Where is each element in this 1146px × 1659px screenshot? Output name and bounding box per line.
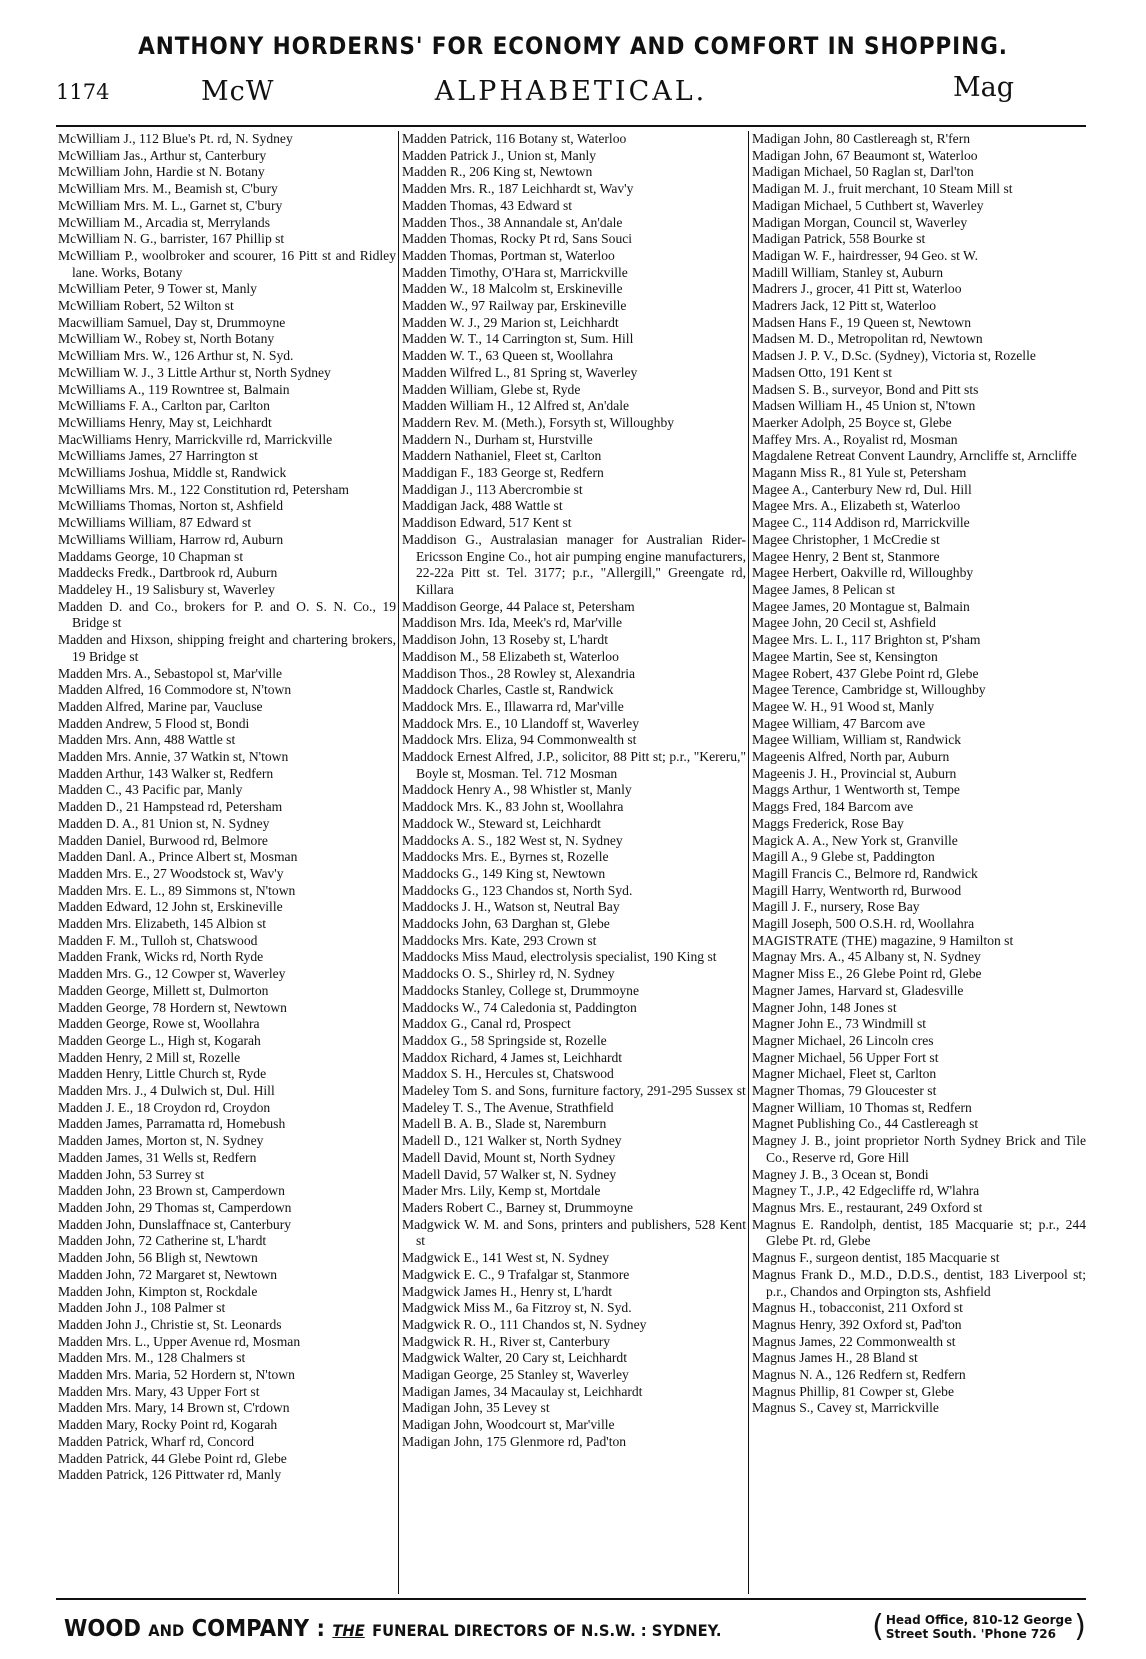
directory-entry: Magnet Publishing Co., 44 Castlereagh st <box>752 1116 979 1132</box>
directory-entry: McWilliam W., Robey st, North Botany <box>58 331 275 347</box>
directory-entry: Magnus James, 22 Commonwealth st <box>752 1333 956 1349</box>
directory-entry: Madden Wilfred L., 81 Spring st, Waverley <box>402 364 638 380</box>
directory-entry: Magdalene Retreat Convent Laundry, Arncliffe st, Arncliffe <box>752 448 1077 464</box>
directory-entry: McWilliam Mrs. M. L., Garnet st, C'bury <box>58 197 283 213</box>
directory-entry: Magee Martin, See st, Kensington <box>752 648 938 664</box>
directory-entry: McWilliams William, Harrow rd, Auburn <box>58 531 284 547</box>
directory-entry: Maddison Edward, 517 Kent st <box>402 515 572 531</box>
directory-entry: Maddocks Mrs. E., Byrnes st, Rozelle <box>402 849 609 865</box>
directory-entry: Madrers Jack, 12 Pitt st, Waterloo <box>752 298 937 314</box>
directory-entry: Maddocks W., 74 Caledonia st, Paddington <box>402 999 637 1015</box>
column-1 <box>58 131 396 1594</box>
directory-entry: Madden Mrs. Maria, 52 Hordern st, N'town <box>58 1367 295 1383</box>
left-guide-word: McW <box>201 76 275 107</box>
directory-entry: Maddox Richard, 4 James st, Leichhardt <box>402 1049 623 1065</box>
directory-entry: Mageenis Alfred, North par, Auburn <box>752 749 950 765</box>
directory-entry: Madigan John, Woodcourt st, Mar'ville <box>402 1417 615 1433</box>
directory-entry: Madden Thomas, Portman st, Waterloo <box>402 247 615 263</box>
directory-entry: Madden Thos., 38 Annandale st, An'dale <box>402 214 623 230</box>
directory-entry: Magill Francis C., Belmore rd, Randwick <box>752 865 978 881</box>
directory-entry: Maddocks G., 123 Chandos st, North Syd. <box>402 882 633 898</box>
advertiser-name-connector: AND <box>148 1621 185 1640</box>
directory-entry: Magnus Mrs. E., restaurant, 249 Oxford st <box>752 1200 983 1215</box>
directory-entry: Maddison George, 44 Palace st, Petersham <box>402 598 635 614</box>
directory-entry: Madsen William H., 45 Union st, N'town <box>752 398 976 414</box>
page-header <box>56 72 1086 110</box>
directory-entry: Madden Mrs. Mary, 43 Upper Fort st <box>58 1383 260 1399</box>
directory-entry: Madden Timothy, O'Hara st, Marrickville <box>402 264 628 280</box>
directory-entry: Maddecks Fredk., Dartbrook rd, Auburn <box>58 565 278 581</box>
directory-entry: Madden Mrs. G., 12 Cowper st, Waverley <box>58 966 286 982</box>
directory-entry: Magill Joseph, 500 O.S.H. rd, Woollahra <box>752 916 975 932</box>
directory-entry: Madden Patrick, Wharf rd, Concord <box>58 1433 255 1449</box>
directory-entry: Madden D., 21 Hampstead rd, Petersham <box>58 799 283 815</box>
directory-entry: Magee Robert, 437 Glebe Point rd, Glebe <box>752 665 979 681</box>
directory-entry: Madden Andrew, 5 Flood st, Bondi <box>58 715 250 731</box>
directory-entry: Madgwick E. C., 9 Trafalgar st, Stanmore <box>402 1266 630 1282</box>
directory-entry: Madden W., 18 Malcolm st, Erskineville <box>402 281 623 297</box>
directory-entry: Madden James, Parramatta rd, Homebush <box>58 1116 286 1132</box>
directory-entry: Madden John, 23 Brown st, Camperdown <box>58 1183 285 1199</box>
directory-entry: Magner John, 148 Jones st <box>752 999 897 1015</box>
directory-entry: Madsen Hans F., 19 Queen st, Newtown <box>752 314 972 330</box>
footer-rule <box>56 1598 1086 1600</box>
directory-entry: Maddock Mrs. K., 83 John st, Woollahra <box>402 799 624 815</box>
directory-entry: Maddigan J., 113 Abercrombie st <box>402 481 583 497</box>
directory-entry: McWilliam Mrs. W., 126 Arthur st, N. Syd. <box>58 348 294 364</box>
directory-entry: Madden Danl. A., Prince Albert st, Mosman <box>58 849 298 865</box>
directory-entry: Magnus S., Cavey st, Marrickville <box>752 1400 939 1416</box>
directory-entry: Macwilliam Samuel, Day st, Drummoyne <box>58 314 286 330</box>
directory-entry: Magner John E., 73 Windmill st <box>752 1016 927 1032</box>
directory-entry: McWilliams James, 27 Harrington st <box>58 448 258 464</box>
directory-entry: McWilliam Robert, 52 Wilton st <box>58 298 234 314</box>
directory-entry: Mader Mrs. Lily, Kemp st, Mortdale <box>402 1183 601 1199</box>
head-office-line: Street South. 'Phone 726 <box>885 1627 1056 1641</box>
directory-entry: Maggs Fred, 184 Barcom ave <box>752 799 914 815</box>
directory-entry: Madden James, Morton st, N. Sydney <box>58 1133 264 1149</box>
directory-entry: Madden Thomas, 43 Edward st <box>402 197 573 213</box>
directory-entry: Maddison John, 13 Roseby st, L'hardt <box>402 632 608 648</box>
directory-entry: Magner Miss E., 26 Glebe Point rd, Glebe <box>752 966 982 982</box>
directory-entry: Magee John, 20 Cecil st, Ashfield <box>752 615 936 631</box>
directory-entry: Madden John J., 108 Palmer st <box>58 1300 226 1316</box>
directory-entry: Madden Mrs. Ann, 488 Wattle st <box>58 732 236 748</box>
directory-entry: Madden Patrick J., Union st, Manly <box>402 147 597 163</box>
directory-entry: Magner James, Harvard st, Gladesville <box>752 982 964 998</box>
directory-entry: Madgwick Miss M., 6a Fitzroy st, N. Syd. <box>402 1300 632 1316</box>
directory-entry: Madden Mrs. E., 27 Woodstock st, Wav'y <box>58 865 284 881</box>
directory-entry: Madden Henry, 2 Mill st, Rozelle <box>58 1049 241 1065</box>
directory-entry: Madden George, Millett st, Dulmorton <box>58 982 269 998</box>
directory-entry: Madsen S. B., surveyor, Bond and Pitt sts <box>752 381 979 397</box>
column-divider <box>748 131 749 1594</box>
directory-entry: Madden John, 53 Surrey st <box>58 1166 205 1182</box>
directory-entry: Madden and Hixson, shipping freight and chartering brokers, 19 Bridge st <box>58 632 396 664</box>
directory-entry: Magner Michael, 26 Lincoln cres <box>752 1032 934 1048</box>
directory-entry: Maddock Ernest Alfred, J.P., solicitor, 88 Pitt st; p.r., "Kereru," Boyle st, Mosman. Tel. 712 Mosman <box>402 749 746 781</box>
directory-entry: Magee A., Canterbury New rd, Dul. Hill <box>752 481 972 497</box>
directory-entry: Madden C., 43 Pacific par, Manly <box>58 782 243 798</box>
directory-entry: Madden Mrs. L., Upper Avenue rd, Mosman <box>58 1333 301 1349</box>
directory-entry: Maddocks O. S., Shirley rd, N. Sydney <box>402 966 615 982</box>
directory-entry: Madden Frank, Wicks rd, North Ryde <box>58 949 264 965</box>
directory-entry: MAGISTRATE (THE) magazine, 9 Hamilton st <box>752 932 1014 948</box>
directory-entry: Madden Patrick, 126 Pittwater rd, Manly <box>58 1467 282 1483</box>
directory-entry: Madden Mrs. A., Sebastopol st, Mar'ville <box>58 665 283 681</box>
top-advertisement-banner: ANTHONY HORDERNS' FOR ECONOMY AND COMFORT IN SHOPPING. <box>138 32 1008 60</box>
directory-entry: Magner Michael, Fleet st, Carlton <box>752 1066 937 1082</box>
directory-entry: Maffey Mrs. A., Royalist rd, Mosman <box>752 431 958 447</box>
directory-entry: Madsen M. D., Metropolitan rd, Newtown <box>752 331 983 347</box>
directory-entry: McWilliams F. A., Carlton par, Carlton <box>58 398 270 414</box>
directory-entry: Madgwick R. O., 111 Chandos st, N. Sydney <box>402 1316 647 1332</box>
directory-entry: Magee Christopher, 1 McCredie st <box>752 531 940 547</box>
directory-entry: Maders Robert C., Barney st, Drummoyne <box>402 1200 634 1215</box>
directory-entry: Magnay Mrs. A., 45 Albany st, N. Sydney <box>752 949 981 965</box>
section-title: ALPHABETICAL. <box>434 76 708 107</box>
directory-entry: Madden D. A., 81 Union st, N. Sydney <box>58 815 270 831</box>
directory-entry: Magney J. B., 3 Ocean st, Bondi <box>752 1166 929 1182</box>
directory-entry: Madigan John, 80 Castlereagh st, R'fern <box>752 131 971 146</box>
directory-entry: Magnus N. A., 126 Redfern st, Redfern <box>752 1367 966 1383</box>
directory-entry: Maddern Rev. M. (Meth.), Forsyth st, Willoughby <box>402 414 675 430</box>
directory-entry: McWilliams William, 87 Edward st <box>58 515 252 531</box>
column-2 <box>402 131 746 1594</box>
directory-entry: Madden Alfred, Marine par, Vaucluse <box>58 698 263 714</box>
directory-entry: Madden John, Kimpton st, Rockdale <box>58 1283 258 1299</box>
directory-entry: Maddock Mrs. E., Illawarra rd, Mar'ville <box>402 698 624 714</box>
directory-entry: Madden Arthur, 143 Walker st, Redfern <box>58 765 274 781</box>
directory-entry: McWilliam J., 112 Blue's Pt. rd, N. Sydney <box>58 131 293 146</box>
directory-entry: Mageenis J. H., Provincial st, Auburn <box>752 765 957 781</box>
directory-entry: Magnus Frank D., M.D., D.D.S., dentist, 183 Liverpool st; p.r., Chandos and Orpington sts, Ashfield <box>752 1266 1086 1299</box>
directory-entry: Madden George, 78 Hordern st, Newtown <box>58 999 287 1015</box>
directory-entry: Maddison Thos., 28 Rowley st, Alexandria <box>402 665 636 681</box>
directory-entry: Maddock Henry A., 98 Whistler st, Manly <box>402 782 632 798</box>
directory-entry: Magee Terence, Cambridge st, Willoughby <box>752 682 986 698</box>
directory-entry: Madigan John, 67 Beaumont st, Waterloo <box>752 147 978 163</box>
directory-entry: Magee William, 47 Barcom ave <box>752 715 926 731</box>
directory-entry: Magner Thomas, 79 Gloucester st <box>752 1083 937 1099</box>
directory-entry: Maddocks Miss Maud, electrolysis specialist, 190 King st <box>402 949 717 965</box>
directory-entry: Madden Mrs. Mary, 14 Brown st, C'rdown <box>58 1400 290 1416</box>
directory-entry: Madden William H., 12 Alfred st, An'dale <box>402 398 630 414</box>
directory-entry: Madigan John, 35 Levey st <box>402 1400 550 1416</box>
directory-entry: Magney T., J.P., 42 Edgecliffe rd, W'lahra <box>752 1183 980 1199</box>
directory-entry: Madden J. E., 18 Croydon rd, Croydon <box>58 1099 271 1115</box>
directory-entry: Magill A., 9 Glebe st, Paddington <box>752 849 935 865</box>
advertisement-article: THE <box>332 1621 365 1640</box>
directory-entry: Magney J. B., joint proprietor North Sydney Brick and Tile Co., Reserve rd, Gore Hill <box>752 1133 1086 1165</box>
directory-entry: Madgwick R. H., River st, Canterbury <box>402 1333 611 1349</box>
directory-entry: Maddock W., Steward st, Leichhardt <box>402 815 601 831</box>
directory-entry: Magee James, 20 Montague st, Balmain <box>752 598 970 614</box>
directory-entry: McWilliam P., woolbroker and scourer, 16 Pitt st and Ridley lane. Works, Botany <box>58 247 396 280</box>
directory-entry: Maddern Nathaniel, Fleet st, Carlton <box>402 448 602 464</box>
directory-entry: Madden George, Rowe st, Woollahra <box>58 1016 260 1032</box>
column-divider <box>398 131 399 1594</box>
directory-entry: Madden D. and Co., brokers for P. and O. S. N. Co., 19 Bridge st <box>58 598 396 631</box>
directory-entry: Maddison Mrs. Ida, Meek's rd, Mar'ville <box>402 615 623 631</box>
directory-entry: Madgwick Walter, 20 Cary st, Leichhardt <box>402 1350 627 1366</box>
directory-entry: Magee James, 8 Pelican st <box>752 581 896 597</box>
directory-entry: Madden W. T., 14 Carrington st, Sum. Hill <box>402 331 634 347</box>
directory-entry: Madgwick W. M. and Sons, printers and publishers, 528 Kent st <box>402 1216 746 1249</box>
directory-entry: Magnus Phillip, 81 Cowper st, Glebe <box>752 1383 955 1399</box>
directory-entry: Madden William, Glebe st, Ryde <box>402 381 581 397</box>
directory-entry: Madden Mrs. E. L., 89 Simmons st, N'town <box>58 882 296 898</box>
head-office-line: Head Office, 810-12 George <box>885 1613 1073 1627</box>
directory-entry: Maggs Frederick, Rose Bay <box>752 815 904 831</box>
directory-entry: Maddox G., Canal rd, Prospect <box>402 1016 571 1032</box>
directory-entry: Madden Patrick, 44 Glebe Point rd, Glebe <box>58 1450 287 1466</box>
directory-entry: Madden Edward, 12 John st, Erskineville <box>58 899 283 915</box>
directory-entry: Maddeley H., 19 Salisbury st, Waverley <box>58 581 275 597</box>
directory-entry: Magee Herbert, Oakville rd, Willoughby <box>752 565 974 581</box>
directory-entry: Magill J. F., nursery, Rose Bay <box>752 899 920 915</box>
directory-entry: Magee Henry, 2 Bent st, Stanmore <box>752 548 940 564</box>
directory-entry: Maddock Mrs. E., 10 Llandoff st, Waverley <box>402 715 640 731</box>
directory-entry: Madden Patrick, 116 Botany st, Waterloo <box>402 131 627 146</box>
directory-entry: McWilliams A., 119 Rowntree st, Balmain <box>58 381 290 397</box>
directory-entry: Magee Mrs. A., Elizabeth st, Waterloo <box>752 498 961 514</box>
directory-entry: Maddocks Mrs. Kate, 293 Crown st <box>402 932 597 948</box>
directory-entry: Madell B. A. B., Slade st, Naremburn <box>402 1116 607 1132</box>
directory-entry: Madrers J., grocer, 41 Pitt st, Waterloo <box>752 281 962 297</box>
advertisement-tagline: FUNERAL DIRECTORS OF N.S.W. : SYDNEY. <box>372 1621 722 1640</box>
directory-entry: Madden W., 97 Railway par, Erskineville <box>402 298 627 314</box>
directory-entry: Madden John, Dunslaffnace st, Canterbury <box>58 1216 292 1232</box>
head-office-note: ( Head Office, 810-12 George Street South. 'Phone 726 ) <box>872 1609 1086 1644</box>
directory-entry: Madden W. J., 29 Marion st, Leichhardt <box>402 314 619 330</box>
directory-entry: McWilliam N. G., barrister, 167 Phillip st <box>58 231 285 247</box>
directory-entry: Madell David, 57 Walker st, N. Sydney <box>402 1166 617 1182</box>
directory-entry: McWilliam M., Arcadia st, Merrylands <box>58 214 270 230</box>
directory-entry: Madsen J. P. V., D.Sc. (Sydney), Victoria st, Rozelle <box>752 348 1036 364</box>
directory-entry: Magill Harry, Wentworth rd, Burwood <box>752 882 962 898</box>
directory-entry: Madden James, 31 Wells st, Redfern <box>58 1149 257 1165</box>
directory-entry: McWilliams Thomas, Norton st, Ashfield <box>58 498 283 514</box>
advertisement-text <box>64 1616 721 1642</box>
directory-entry: Magee Mrs. L. I., 117 Brighton st, P'sham <box>752 632 981 648</box>
directory-entry: Magner Michael, 56 Upper Fort st <box>752 1049 939 1065</box>
directory-entry: Maddocks Stanley, College st, Drummoyne <box>402 982 639 998</box>
directory-entry: Magee William, William st, Randwick <box>752 732 962 748</box>
directory-entry: Magnus H., tobacconist, 211 Oxford st <box>752 1300 963 1316</box>
directory-entry: Magann Miss R., 81 Yule st, Petersham <box>752 465 967 481</box>
directory-entry: Madden Mrs. R., 187 Leichhardt st, Wav'y <box>402 181 634 197</box>
directory-entry: Maddams George, 10 Chapman st <box>58 548 244 564</box>
directory-entry: Madigan W. F., hairdresser, 94 Geo. st W. <box>752 247 979 263</box>
directory-entry: MacWilliams Henry, Marrickville rd, Marrickville <box>58 431 333 447</box>
directory-entry: Madden John, 72 Catherine st, L'hardt <box>58 1233 267 1249</box>
directory-entry: Maddigan F., 183 George st, Redfern <box>402 465 604 481</box>
directory-entry: Maddison M., 58 Elizabeth st, Waterloo <box>402 648 619 664</box>
directory-entry: Magick A. A., New York st, Granville <box>752 832 958 848</box>
directory-entry: Madigan M. J., fruit merchant, 10 Steam Mill st <box>752 181 1013 197</box>
directory-entry: Madigan James, 34 Macaulay st, Leichhardt <box>402 1383 643 1399</box>
directory-entry: Madeley T. S., The Avenue, Strathfield <box>402 1099 614 1115</box>
directory-entry: Madigan Michael, 50 Raglan st, Darl'ton <box>752 164 974 180</box>
directory-entry: Maddocks John, 63 Darghan st, Glebe <box>402 916 610 932</box>
directory-entry: Maerker Adolph, 25 Boyce st, Glebe <box>752 414 952 430</box>
directory-entry: Madden W. T., 63 Queen st, Woollahra <box>402 348 614 364</box>
directory-entry: Maddigan Jack, 488 Wattle st <box>402 498 563 514</box>
directory-entry: McWilliams Mrs. M., 122 Constitution rd, Petersham <box>58 481 349 497</box>
directory-entry: McWilliam Peter, 9 Tower st, Manly <box>58 281 257 297</box>
advertiser-name-part: COMPANY : <box>191 1616 325 1642</box>
directory-entry: Maddison G., Australasian manager for Australian Rider-Ericsson Engine Co., hot air pumping engine manufacturers, 22-22a Pitt st. Tel. 3177; p.r., "Allergill," Greengate rd, Killara <box>402 531 746 597</box>
directory-entry: Magee C., 114 Addison rd, Marrickville <box>752 515 970 531</box>
directory-entry: Madden R., 206 King st, Newtown <box>402 164 593 180</box>
directory-entry: Madigan Patrick, 558 Bourke st <box>752 231 926 247</box>
directory-entry: Madden Mary, Rocky Point rd, Kogarah <box>58 1417 278 1433</box>
directory-entry: Madden Thomas, Rocky Pt rd, Sans Souci <box>402 231 633 247</box>
directory-entry: Madden John, 56 Bligh st, Newtown <box>58 1250 258 1266</box>
directory-entry: Madigan John, 175 Glenmore rd, Pad'ton <box>402 1433 627 1449</box>
directory-entry: Madden George L., High st, Kogarah <box>58 1032 261 1048</box>
directory-entry: Madgwick E., 141 West st, N. Sydney <box>402 1250 610 1266</box>
directory-entry: McWilliams Henry, May st, Leichhardt <box>58 414 272 430</box>
advertiser-name-part: WOOD <box>64 1616 141 1642</box>
directory-entry: Madell D., 121 Walker st, North Sydney <box>402 1133 622 1149</box>
directory-entry: McWilliam Jas., Arthur st, Canterbury <box>58 147 267 163</box>
bottom-advertisement-banner <box>56 1608 1086 1644</box>
directory-entry: Madden Mrs. Elizabeth, 145 Albion st <box>58 916 267 932</box>
directory-entry: Madden Henry, Little Church st, Ryde <box>58 1066 267 1082</box>
directory-entry: Madill William, Stanley st, Auburn <box>752 264 944 280</box>
directory-entry: Madeley Tom S. and Sons, furniture factory, 291-295 Sussex st <box>402 1083 746 1099</box>
directory-entry: Madigan Morgan, Council st, Waverley <box>752 214 968 230</box>
directory-entry: Madden John, 29 Thomas st, Camperdown <box>58 1200 292 1215</box>
directory-entry: Maggs Arthur, 1 Wentworth st, Tempe <box>752 782 960 798</box>
directory-entry: McWilliams Joshua, Middle st, Randwick <box>58 465 287 481</box>
page-number: 1174 <box>56 80 110 104</box>
header-rule <box>56 125 1086 127</box>
column-3 <box>752 131 1086 1594</box>
directory-entry: Madden Alfred, 16 Commodore st, N'town <box>58 682 292 698</box>
directory-entry: Magnus E. Randolph, dentist, 185 Macquarie st; p.r., 244 Glebe Pt. rd, Glebe <box>752 1216 1086 1249</box>
directory-entry: Maddern N., Durham st, Hurstville <box>402 431 593 447</box>
directory-entry: Madsen Otto, 191 Kent st <box>752 364 893 380</box>
directory-entry: Magnus Henry, 392 Oxford st, Pad'ton <box>752 1316 962 1332</box>
directory-entry: Magner William, 10 Thomas st, Redfern <box>752 1099 972 1115</box>
directory-entry: McWilliam W. J., 3 Little Arthur st, North Sydney <box>58 364 331 380</box>
directory-entry: Madden Mrs. Annie, 37 Watkin st, N'town <box>58 749 289 765</box>
directory-entry: Madigan George, 25 Stanley st, Waverley <box>402 1367 629 1383</box>
directory-entry: Maddocks A. S., 182 West st, N. Sydney <box>402 832 623 848</box>
directory-entry: Maddock Mrs. Eliza, 94 Commonwealth st <box>402 732 637 748</box>
directory-entry: Magee W. H., 91 Wood st, Manly <box>752 698 935 714</box>
directory-entry: McWilliam Mrs. M., Beamish st, C'bury <box>58 181 278 197</box>
directory-entry: Magnus James H., 28 Bland st <box>752 1350 918 1366</box>
directory-entry: Madden John, 72 Margaret st, Newtown <box>58 1266 278 1282</box>
directory-entry: McWilliam John, Hardie st N. Botany <box>58 164 265 180</box>
directory-entry: Maddox G., 58 Springside st, Rozelle <box>402 1032 607 1048</box>
directory-entry: Maddox S. H., Hercules st, Chatswood <box>402 1066 614 1082</box>
directory-entry: Madden John J., Christie st, St. Leonards <box>58 1316 282 1332</box>
directory-entry: Madell David, Mount st, North Sydney <box>402 1149 616 1165</box>
directory-entry: Madden F. M., Tulloh st, Chatswood <box>58 932 258 948</box>
directory-entry: Magnus F., surgeon dentist, 185 Macquarie st <box>752 1250 1000 1266</box>
directory-entry: Maddocks G., 149 King st, Newtown <box>402 865 606 881</box>
directory-entry: Maddock Charles, Castle st, Randwick <box>402 682 614 698</box>
directory-entry: Madden Mrs. M., 128 Chalmers st <box>58 1350 246 1366</box>
directory-entry: Madigan Michael, 5 Cuthbert st, Waverley <box>752 197 984 213</box>
directory-entry: Madgwick James H., Henry st, L'hardt <box>402 1283 613 1299</box>
right-guide-word: Mag <box>952 72 1014 103</box>
directory-entry: Madden Daniel, Burwood rd, Belmore <box>58 832 268 848</box>
directory-entry: Madden Mrs. J., 4 Dulwich st, Dul. Hill <box>58 1083 275 1099</box>
directory-entry: Maddocks J. H., Watson st, Neutral Bay <box>402 899 620 915</box>
